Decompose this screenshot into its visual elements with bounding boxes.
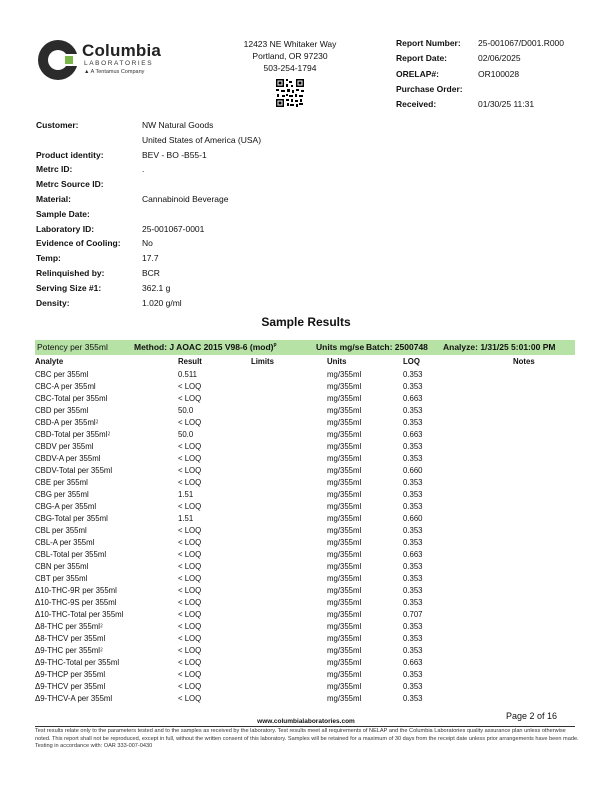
cell-result: < LOQ	[178, 634, 202, 644]
cell-loq: 0.663	[403, 658, 423, 668]
customer-label: Customer:	[36, 120, 79, 130]
cell-units: mg/355ml	[327, 682, 362, 692]
relinquished-label: Relinquished by:	[36, 267, 105, 278]
orelap-label: ORELAP#:	[396, 68, 439, 79]
product-identity: BEV - BO -B55-1	[142, 149, 207, 160]
method-label: Method: J AOAC 2015 V98-6 (mod)$^p$	[134, 342, 277, 352]
purchase-order-label: Purchase Order:	[396, 83, 463, 94]
cell-result: < LOQ	[178, 586, 202, 596]
density-row	[36, 298, 436, 313]
material: Cannabinoid Beverage	[142, 193, 229, 204]
cell-analyte: CBC per 355ml	[35, 370, 89, 379]
cell-units: mg/355ml	[327, 454, 362, 464]
cell-loq: 0.663	[403, 550, 423, 560]
metrc-id-row	[36, 164, 436, 179]
cell-analyte: Δ9-THCP per 355ml	[35, 670, 106, 680]
lab-id-row	[36, 224, 436, 239]
cell-loq: 0.353	[403, 670, 423, 680]
method-bar	[35, 340, 575, 355]
cell-result: < LOQ	[178, 622, 202, 632]
cell-units: mg/355ml	[327, 538, 362, 548]
cell-result: < LOQ	[178, 562, 202, 572]
cell-analyte: Δ9-THCV-A per 355ml	[35, 694, 113, 704]
cell-units: mg/355ml	[327, 466, 362, 476]
cell-result: < LOQ	[178, 502, 202, 512]
cell-result: < LOQ	[178, 454, 202, 464]
header-analyte: Analyte	[35, 357, 64, 366]
cell-analyte: CBG-A per 355ml	[35, 502, 97, 512]
cell-loq: 0.353	[403, 454, 423, 464]
table-row	[35, 526, 575, 538]
cell-units: mg/355ml	[327, 610, 362, 620]
table-row	[35, 622, 575, 634]
cell-analyte: CBD-A per 355ml⁲	[35, 418, 99, 428]
report-date: 02/06/2025	[478, 53, 521, 64]
report-number-label: Report Number:	[396, 38, 461, 48]
results-header	[35, 356, 575, 368]
footer-disclaimer	[35, 728, 580, 751]
customer-country-row	[36, 135, 436, 150]
cell-result: < LOQ	[178, 478, 202, 488]
cell-loq: 0.353	[403, 406, 423, 416]
cell-analyte: CBC-A per 355ml	[35, 382, 96, 392]
cell-units: mg/355ml	[327, 430, 362, 440]
cell-loq: 0.353	[403, 502, 423, 512]
report-date-label: Report Date:	[396, 53, 448, 64]
cell-result: < LOQ	[178, 574, 202, 584]
table-row	[35, 478, 575, 490]
cell-loq: 0.353	[403, 574, 423, 584]
cell-result: 0.511	[178, 370, 197, 379]
material-label: Material:	[36, 193, 71, 204]
cell-loq: 0.353	[403, 538, 423, 548]
table-row	[35, 682, 575, 694]
metrc-source-row	[36, 179, 436, 194]
cell-result: < LOQ	[178, 382, 202, 392]
cell-analyte: Δ8-THC per 355ml⁲	[35, 622, 103, 632]
table-row	[35, 370, 575, 382]
logo-name: Columbia	[82, 41, 162, 60]
cell-analyte: Δ10-THC-9R per 355ml	[35, 586, 117, 596]
header-units: Units	[327, 357, 347, 366]
cell-units: mg/355ml	[327, 370, 362, 379]
table-row	[35, 562, 575, 574]
cell-loq: 0.353	[403, 682, 423, 692]
cell-units: mg/355ml	[327, 634, 362, 644]
serving-row	[36, 283, 436, 298]
cooling-label: Evidence of Cooling:	[36, 238, 121, 249]
footer-divider	[35, 726, 575, 727]
cell-analyte: CBG-Total per 355ml	[35, 514, 108, 524]
cell-analyte: Δ9-THC-Total per 355ml	[35, 658, 120, 668]
cell-result: < LOQ	[178, 550, 202, 560]
cell-units: mg/355ml	[327, 622, 362, 632]
cell-loq: 0.353	[403, 586, 423, 596]
serving-size: 362.1 g	[142, 282, 171, 293]
relinquished: BCR	[142, 267, 160, 278]
table-row	[35, 454, 575, 466]
table-row	[35, 394, 575, 406]
table-row	[35, 598, 575, 610]
cell-loq: 0.353	[403, 418, 423, 428]
cell-result: 50.0	[178, 430, 194, 440]
table-row	[35, 514, 575, 526]
cell-analyte: CBDV-Total per 355ml	[35, 466, 113, 476]
cell-result: < LOQ	[178, 682, 202, 692]
density: 1.020 g/ml	[142, 297, 182, 308]
header-limits: Limits	[251, 357, 274, 366]
cell-units: mg/355ml	[327, 574, 362, 584]
table-row	[35, 694, 575, 706]
header-notes: Notes	[513, 357, 535, 366]
material-row	[36, 194, 436, 209]
potency-label: Potency per 355ml	[37, 342, 108, 352]
customer-name: NW Natural Goods	[142, 120, 214, 130]
qr-code-icon	[275, 78, 305, 108]
units-label: Units mg/se	[316, 342, 365, 352]
product-row	[36, 150, 436, 165]
cell-units: mg/355ml	[327, 658, 362, 668]
orelap-number: OR100028	[478, 68, 520, 79]
lab-id-label: Laboratory ID:	[36, 223, 95, 234]
serving-label: Serving Size #1:	[36, 282, 102, 293]
cell-result: < LOQ	[178, 394, 202, 404]
temp-row	[36, 253, 436, 268]
cell-units: mg/355ml	[327, 562, 362, 572]
cell-loq: 0.663	[403, 430, 423, 440]
cell-units: mg/355ml	[327, 514, 362, 524]
temp-label: Temp:	[36, 253, 61, 264]
customer-row	[36, 120, 436, 135]
cell-result: 50.0	[178, 406, 194, 416]
product-label: Product identity:	[36, 149, 104, 160]
table-row	[35, 430, 575, 442]
relinquished-row	[36, 268, 436, 283]
cell-units: mg/355ml	[327, 478, 362, 488]
cell-analyte: CBL-Total per 355ml	[35, 550, 107, 560]
cell-loq: 0.353	[403, 382, 423, 392]
table-row	[35, 382, 575, 394]
cell-analyte: CBD per 355ml	[35, 406, 89, 416]
lab-id: 25-001067-0001	[142, 223, 205, 234]
cooling-row	[36, 238, 436, 253]
address-street: 12423 NE Whitaker Way	[243, 39, 337, 49]
lab-address	[220, 38, 360, 74]
table-row	[35, 574, 575, 586]
cell-loq: 0.353	[403, 562, 423, 572]
cell-units: mg/355ml	[327, 418, 362, 428]
table-row	[35, 646, 575, 658]
cell-loq: 0.353	[403, 646, 423, 656]
cell-result: < LOQ	[178, 442, 202, 452]
address-city: Portland, OR 97230	[252, 51, 328, 61]
header-result: Result	[178, 357, 202, 366]
cell-units: mg/355ml	[327, 526, 362, 536]
table-row	[35, 670, 575, 682]
cell-analyte: Δ10-THC-Total per 355ml	[35, 610, 124, 620]
cell-loq: 0.660	[403, 466, 423, 476]
cell-loq: 0.660	[403, 514, 423, 524]
cell-result: < LOQ	[178, 646, 202, 656]
cell-analyte: Δ8-THCV per 355ml	[35, 634, 106, 644]
website-link[interactable]: www.columbialaboratories.com	[257, 718, 355, 725]
cell-units: mg/355ml	[327, 598, 362, 608]
cell-analyte: Δ9-THC per 355ml⁲	[35, 646, 103, 656]
sample-date-label: Sample Date:	[36, 208, 90, 219]
cell-result: < LOQ	[178, 526, 202, 536]
cell-result: < LOQ	[178, 658, 202, 668]
cell-loq: 0.707	[403, 610, 423, 620]
cell-units: mg/355ml	[327, 586, 362, 596]
table-row	[35, 550, 575, 562]
cell-units: mg/355ml	[327, 694, 362, 704]
cell-analyte: CBDV-A per 355ml	[35, 454, 101, 464]
cell-loq: 0.353	[403, 634, 423, 644]
metrc-source-label: Metrc Source ID:	[36, 179, 104, 190]
cell-result: < LOQ	[178, 466, 202, 476]
cell-loq: 0.353	[403, 622, 423, 632]
table-row	[35, 586, 575, 598]
received-label: Received:	[396, 99, 437, 110]
disclaimer-text: Test results relate only to the parameters tested and to the samples as received by the laboratory. Test results meet all requirements of NELAP and the Columbia Laboratories quality assurance plan unless otherwise noted. This report shall not be reproduced, except in full, without the written consent of this laboratory. Samples will be retained for a maximum of 30 days from the receipt date unless prior arrangements have been made.	[35, 728, 579, 742]
cell-units: mg/355ml	[327, 646, 362, 656]
cell-units: mg/355ml	[327, 382, 362, 392]
cell-result: < LOQ	[178, 538, 202, 548]
accordance-text: Testing in accordance with: OAR 333-007-0430	[35, 743, 153, 750]
temp: 17.7	[142, 253, 159, 264]
cell-analyte: CBL-A per 355ml	[35, 538, 95, 548]
table-row	[35, 406, 575, 418]
sample-date-row	[36, 209, 436, 224]
analyze-label: Analyze: 1/31/25 5:01:00 PM	[443, 342, 556, 352]
cell-result: < LOQ	[178, 694, 202, 704]
sample-info	[36, 120, 436, 312]
header-loq: LOQ	[403, 357, 420, 366]
cell-units: mg/355ml	[327, 502, 362, 512]
received-date: 01/30/25 11:31	[478, 99, 535, 110]
cell-result: < LOQ	[178, 610, 202, 620]
table-row	[35, 442, 575, 454]
cell-analyte: CBG per 355ml	[35, 490, 89, 500]
cell-loq: 0.353	[403, 598, 423, 608]
density-label: Density:	[36, 297, 70, 308]
company-logo	[38, 40, 188, 84]
cell-result: 1.51	[178, 490, 194, 500]
cell-loq: 0.663	[403, 394, 423, 404]
cell-analyte: Δ10-THC-9S per 355ml	[35, 598, 117, 608]
table-row	[35, 418, 575, 430]
cell-loq: 0.353	[403, 370, 423, 379]
metrc-id-label: Metrc ID:	[36, 164, 73, 175]
cell-units: mg/355ml	[327, 550, 362, 560]
columbia-logo-icon	[38, 40, 78, 80]
customer-country: United States of America (USA)	[142, 134, 262, 145]
table-row	[35, 538, 575, 550]
table-row	[35, 502, 575, 514]
table-row	[35, 466, 575, 478]
report-number: 25-001067/D001.R000	[478, 38, 565, 48]
address-phone: 503-254-1794	[263, 63, 317, 73]
cell-units: mg/355ml	[327, 406, 362, 416]
cell-loq: 0.353	[403, 478, 423, 488]
results-table	[35, 370, 575, 706]
cell-result: < LOQ	[178, 598, 202, 608]
table-row	[35, 634, 575, 646]
cell-analyte: CBN per 355ml	[35, 562, 89, 572]
cell-units: mg/355ml	[327, 442, 362, 452]
page-number: Page 2 of 16	[506, 711, 558, 721]
cell-result: < LOQ	[178, 670, 202, 680]
cell-analyte: Δ9-THCV per 355ml	[35, 682, 106, 692]
cell-loq: 0.353	[403, 490, 423, 500]
table-row	[35, 490, 575, 502]
cell-analyte: CBC-Total per 355ml	[35, 394, 108, 404]
cell-analyte: CBD-Total per 355ml⁲	[35, 430, 111, 440]
table-row	[35, 658, 575, 670]
cell-loq: 0.353	[403, 694, 423, 704]
cell-loq: 0.353	[403, 526, 423, 536]
cell-analyte: CBE per 355ml	[35, 478, 88, 488]
batch-label: Batch: 2500748	[366, 342, 428, 352]
cell-result: < LOQ	[178, 418, 202, 428]
logo-tagline: ▲ A Tentamus Company	[84, 69, 145, 75]
cell-units: mg/355ml	[327, 490, 362, 500]
table-row	[35, 610, 575, 622]
cooling: No	[142, 238, 153, 249]
logo-subtitle: LABORATORIES	[84, 60, 154, 67]
cell-analyte: CBT per 355ml	[35, 574, 88, 584]
metrc-id: .	[142, 164, 145, 175]
cell-loq: 0.353	[403, 442, 423, 452]
cell-units: mg/355ml	[327, 394, 362, 404]
cell-analyte: CBDV per 355ml	[35, 442, 94, 452]
cell-units: mg/355ml	[327, 670, 362, 680]
cell-analyte: CBL per 355ml	[35, 526, 87, 536]
cell-result: 1.51	[178, 514, 194, 524]
section-title: Sample Results	[261, 315, 351, 329]
